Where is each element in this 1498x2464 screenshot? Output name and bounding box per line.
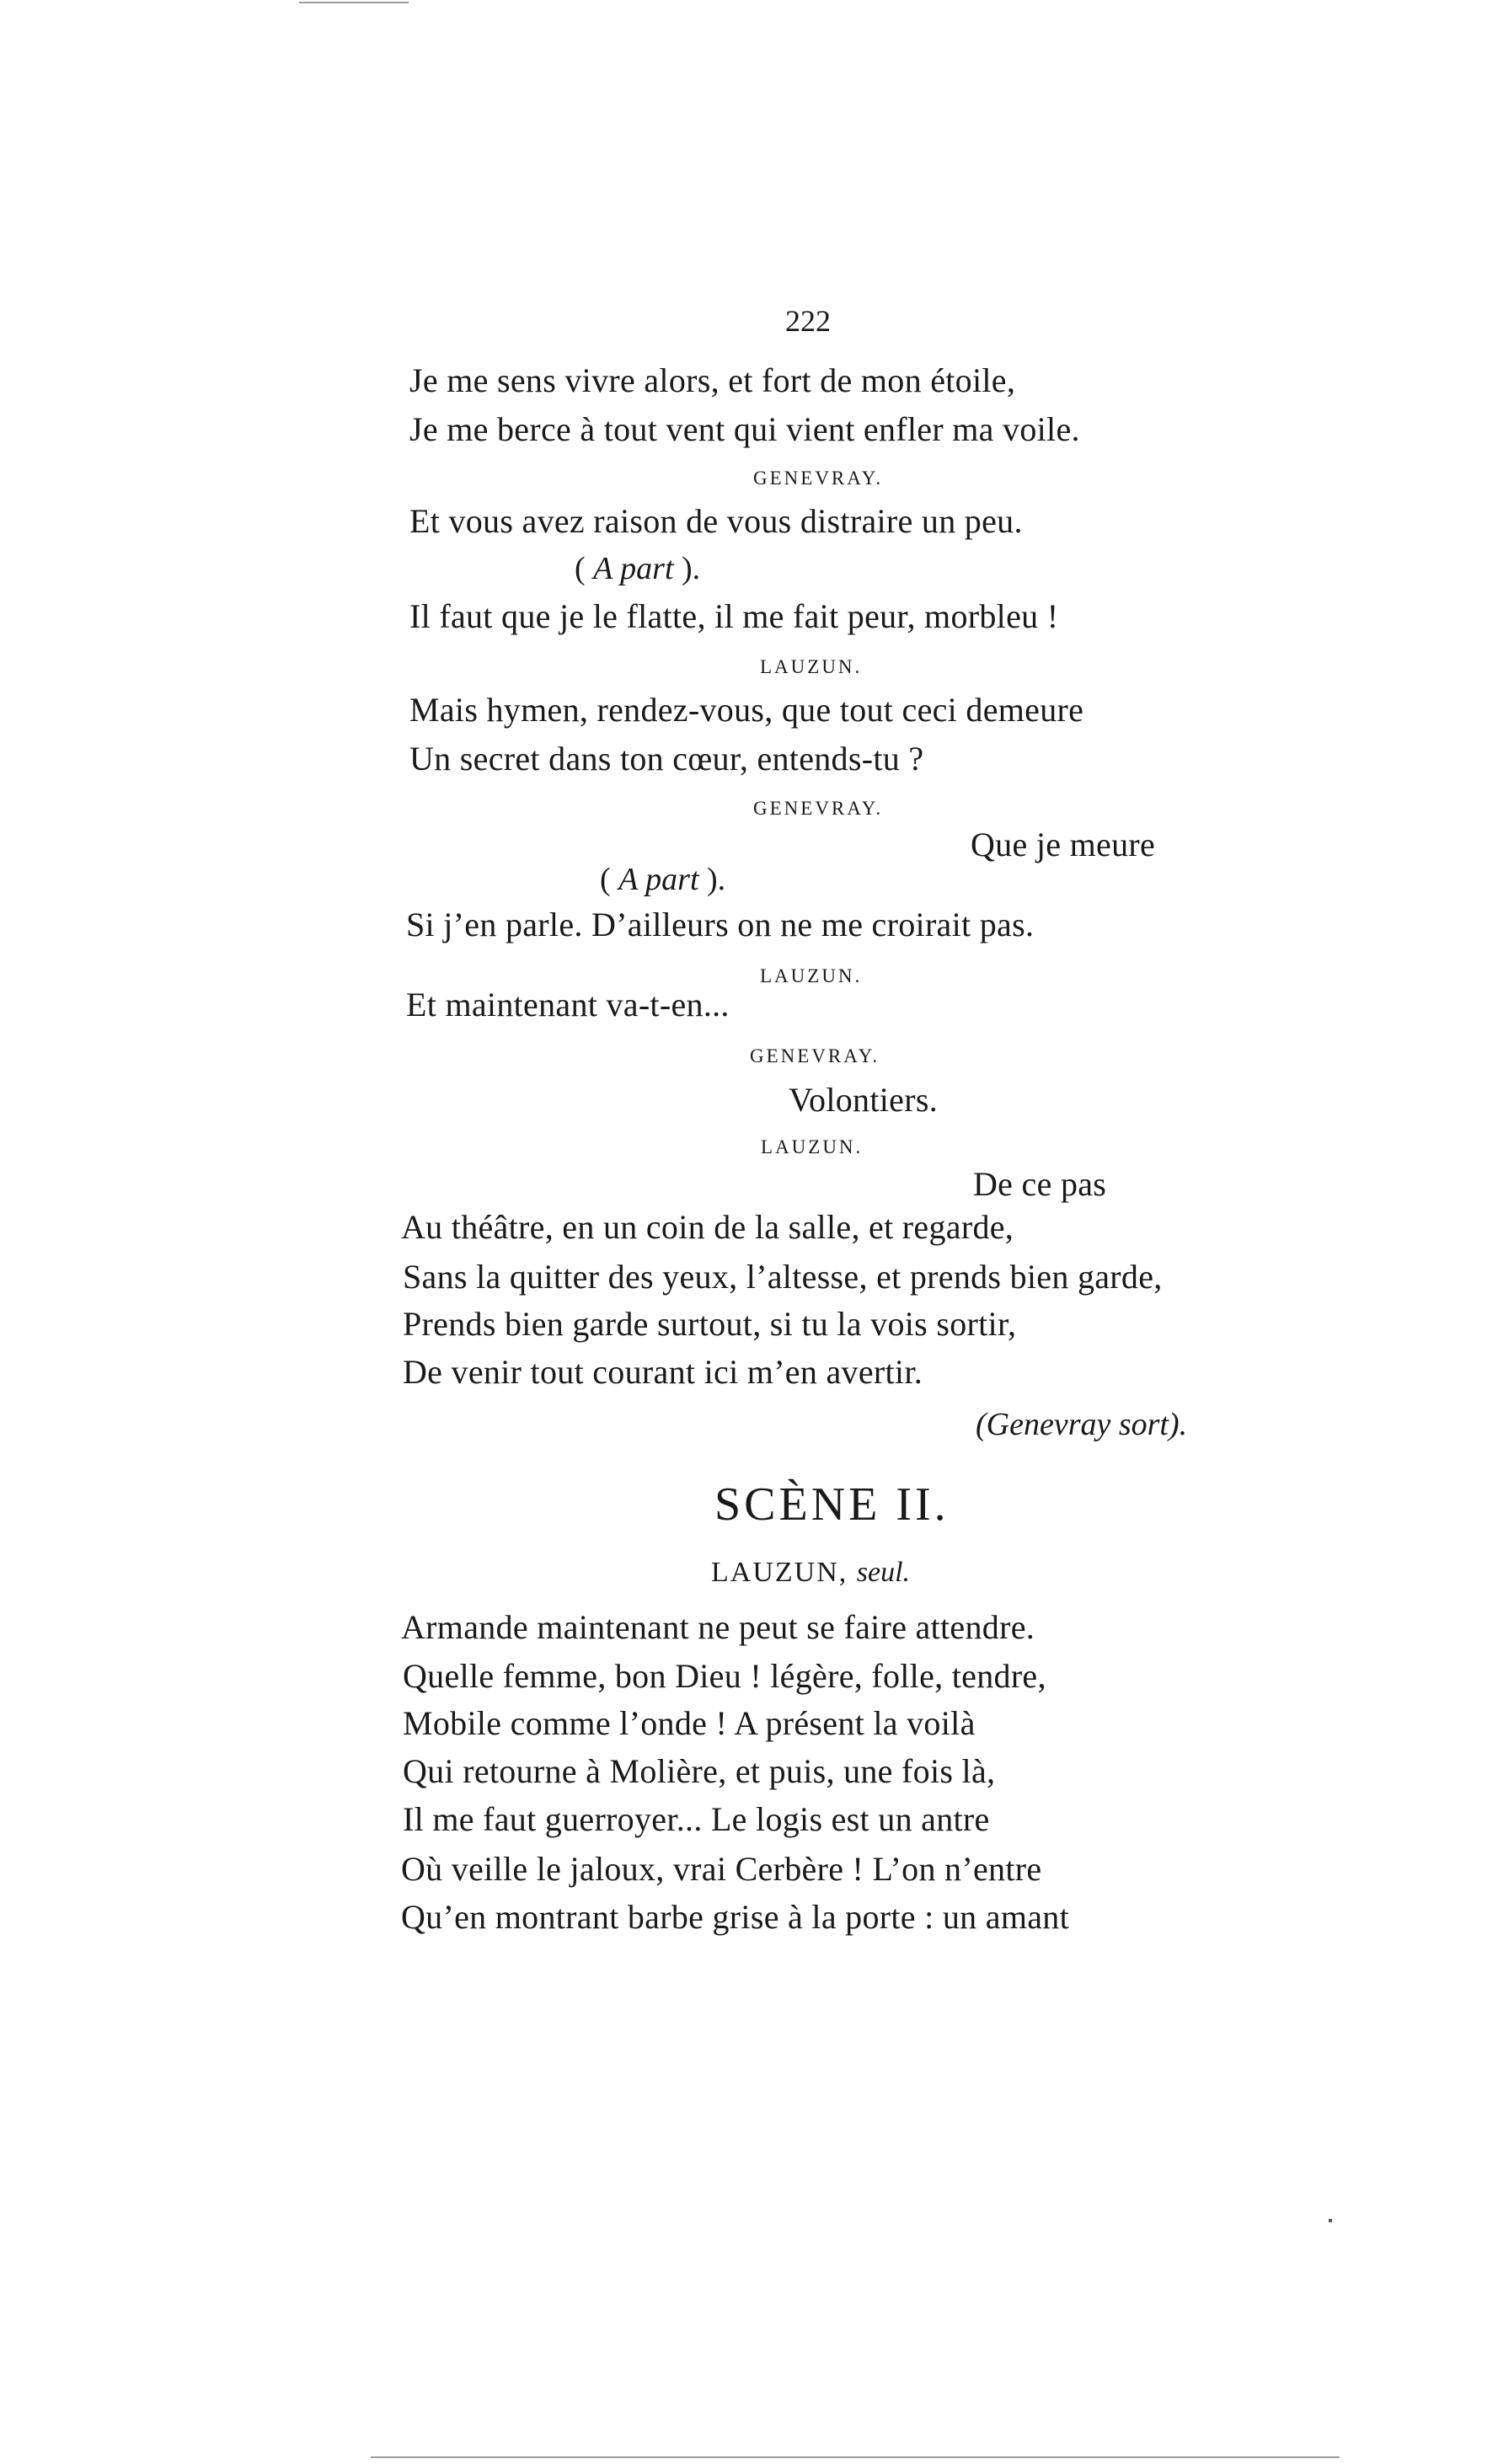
verse-line: Volontiers. — [789, 1081, 939, 1119]
stage-paren: ). — [673, 551, 701, 586]
verse-line: Quelle femme, bon Dieu ! légère, folle, tendre, — [403, 1657, 1046, 1695]
page-number: 222 — [785, 304, 831, 338]
scan-edge-top — [299, 2, 409, 3]
stage-direction — [600, 863, 725, 895]
verse-line: Sans la quitter des yeux, l’altesse, et prends bien garde, — [403, 1258, 1163, 1296]
stage-paren: ). — [698, 862, 726, 897]
scene-speaker-name: LAUZUN, — [711, 1557, 848, 1588]
verse-line: Que je meure — [971, 826, 1156, 863]
verse-line: Prends bien garde surtout, si tu la vois sortir, — [403, 1305, 1017, 1343]
stage-aside: A part — [593, 551, 674, 586]
scene-title: SCÈNE II. — [714, 1478, 950, 1531]
verse-line: De ce pas — [973, 1165, 1107, 1203]
verse-line: Qui retourne à Molière, et puis, une fois là, — [403, 1752, 996, 1790]
verse-line: Il faut que je le flatte, il me fait peur, morbleu ! — [409, 597, 1059, 635]
speaker-name: LAUZUN. — [760, 656, 863, 677]
verse-line: Au théâtre, en un coin de la salle, et regarde, — [401, 1208, 1014, 1246]
scene-speaker — [711, 1558, 910, 1587]
verse-line: Je me sens vivre alors, et fort de mon étoile, — [409, 361, 1016, 399]
verse-line: Je me berce à tout vent qui vient enfler ma voile. — [409, 410, 1080, 448]
speaker-name: LAUZUN. — [761, 1136, 864, 1157]
scene-speaker-note: seul. — [856, 1557, 911, 1588]
stage-paren: ( — [600, 862, 619, 897]
verse-line: Et maintenant va-t-en... — [406, 986, 730, 1024]
verse-line: Où veille le jaloux, vrai Cerbère ! L’on n’entre — [401, 1850, 1042, 1888]
speaker-name: LAUZUN. — [760, 965, 863, 986]
speaker-name: GENEVRAY. — [753, 798, 884, 819]
scan-edge-bottom — [371, 2456, 1340, 2458]
scan-speck — [1329, 2219, 1332, 2222]
verse-line: De venir tout courant ici m’en avertir. — [403, 1353, 923, 1391]
stage-aside: A part — [618, 862, 699, 897]
verse-line: Et vous avez raison de vous distraire un peu. — [409, 502, 1023, 540]
speaker-name: GENEVRAY. — [750, 1045, 880, 1066]
stage-paren: ( — [575, 551, 594, 586]
speaker-name: GENEVRAY. — [753, 468, 884, 489]
verse-line: Mobile comme l’onde ! A présent la voilà — [403, 1704, 976, 1742]
verse-line: Armande maintenant ne peut se faire attendre. — [401, 1608, 1035, 1646]
verse-line: Il me faut guerroyer... Le logis est un antre — [403, 1800, 990, 1838]
verse-line: Qu’en montrant barbe grise à la porte : un amant — [401, 1898, 1070, 1936]
stage-direction: (Genevray sort). — [976, 1407, 1188, 1442]
verse-line: Mais hymen, rendez-vous, que tout ceci demeure — [409, 691, 1084, 729]
verse-line: Un secret dans ton cœur, entends-tu ? — [409, 740, 924, 778]
stage-direction — [575, 553, 700, 585]
verse-line: Si j’en parle. D’ailleurs on ne me croirait pas. — [406, 906, 1035, 943]
